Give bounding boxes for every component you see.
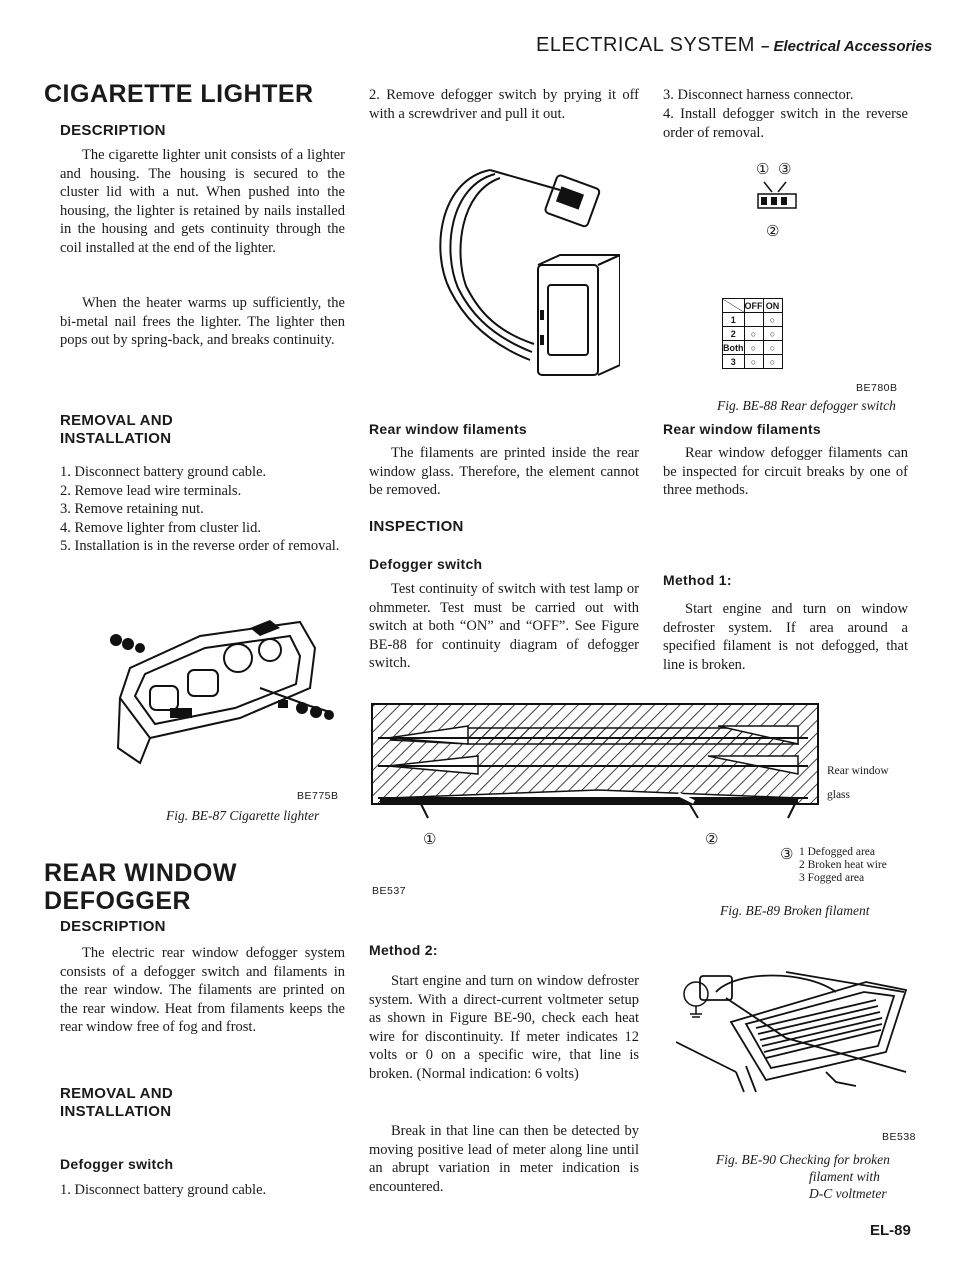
heading-method-1: Method 1: bbox=[663, 572, 732, 588]
fig89-code: BE537 bbox=[372, 885, 407, 897]
title-line-2: DEFOGGER bbox=[44, 887, 192, 915]
table-row-label: Both bbox=[723, 342, 744, 353]
fig90-code: BE538 bbox=[882, 1131, 917, 1143]
connector-label-2: ② bbox=[766, 224, 780, 240]
table-row-label: 2 bbox=[723, 327, 745, 341]
connector-label-3: ③ bbox=[778, 162, 792, 178]
removal-step-2: 2. Remove defogger switch by prying it off with a screwdriver and pull it out. bbox=[369, 87, 639, 122]
legend-item: 1 Defogged area bbox=[799, 846, 875, 858]
fig90-caption-line-2: filament with bbox=[809, 1169, 880, 1184]
voltmeter-check-illustration bbox=[676, 962, 926, 1094]
harness-connector-icon bbox=[752, 180, 804, 220]
continuity-mark: ○ bbox=[744, 327, 763, 341]
page-header bbox=[536, 34, 932, 57]
table-row-label: 3 bbox=[723, 355, 745, 369]
section-title-cigarette-lighter: CIGARETTE LIGHTER bbox=[44, 80, 314, 108]
fig89-marker-3: ③ bbox=[780, 847, 794, 863]
removal-step: 2. Remove lead wire terminals. bbox=[60, 482, 242, 499]
table-cell bbox=[744, 313, 763, 327]
legend-item: 3 Fogged area bbox=[799, 872, 865, 884]
removal-step-3: 3. Disconnect harness connector. bbox=[663, 87, 854, 103]
removal-step: 4. Remove lighter from cluster lid. bbox=[60, 519, 261, 536]
defogger-switch-illustration bbox=[420, 160, 620, 390]
table-row-label: 1 bbox=[723, 313, 745, 327]
removal-step: 1. Disconnect battery ground cable. bbox=[60, 464, 267, 480]
heading-method-2: Method 2: bbox=[369, 942, 438, 958]
header-title: ELECTRICAL SYSTEM bbox=[536, 34, 755, 56]
method2-text-1: Start engine and turn on window defroster system. With a direct-current voltmeter setup as shown in Figure BE-90, check each heat wire for discontinuity. If meter indicates 12 volts or 0 on a specific wire, that line is broken. (Normal indication: 6 volts) bbox=[369, 973, 639, 1082]
removal-step-4: 4. Install defogger switch in the reverse order of removal. bbox=[663, 106, 908, 141]
cigarette-description-p2: When the heater warms up sufficiently, the bi-metal nail frees the lighter. The lighter then pops out by spring-back, and breaks continuity. bbox=[60, 295, 345, 348]
page-number: EL-89 bbox=[870, 1222, 911, 1239]
fig88-caption: Fig. BE-88 Rear defogger switch bbox=[717, 398, 896, 413]
heading-removal-installation-1 bbox=[60, 412, 173, 448]
fig88-code: BE780B bbox=[856, 382, 898, 394]
rear-filaments-text-1: The filaments are printed inside the rear window glass. Therefore, the element cannot be removed. bbox=[369, 445, 639, 498]
fig89-legend bbox=[799, 846, 887, 885]
fig90-caption bbox=[716, 1151, 890, 1202]
fig87-caption: Fig. BE-87 Cigarette lighter bbox=[166, 808, 320, 823]
connector-label-1: ① bbox=[756, 162, 770, 178]
section-title-rear-window-defogger bbox=[44, 859, 237, 915]
heading-description: DESCRIPTION bbox=[60, 122, 166, 139]
removal-steps-list bbox=[60, 463, 345, 556]
continuity-mark: ○ bbox=[763, 355, 782, 369]
heading-defogger-switch-1: Defogger switch bbox=[60, 1156, 174, 1172]
continuity-mark: ○ bbox=[763, 327, 782, 341]
defogger-description: The electric rear window defogger system consists of a defogger switch and filaments in the rear window. The filaments are printed on the rear window. Heat from filaments keeps the rear window free of fog and frost. bbox=[60, 945, 345, 1035]
removal-step: 5. Installation is in the reverse order of removal. bbox=[60, 538, 340, 554]
fig87-code: BE775B bbox=[297, 790, 339, 802]
heading-line-1: REMOVAL AND bbox=[60, 1085, 174, 1102]
method2-text-2: Break in that line can then be detected by moving positive lead of meter along line until an abrupt variation in meter indication is encountered. bbox=[369, 1123, 639, 1195]
heading-removal-installation-2 bbox=[60, 1085, 173, 1121]
defogger-switch-test-text: Test continuity of switch with test lamp or ohmmeter. Test must be carried out with switch at both “ON” and “OFF”. See Figure BE-88 for continuity diagram of defogger switch. bbox=[369, 581, 639, 671]
heading-rear-window-filaments-1: Rear window filaments bbox=[369, 421, 527, 437]
cigarette-lighter-illustration bbox=[110, 608, 340, 768]
heading-line-1: REMOVAL AND bbox=[60, 412, 174, 429]
table-corner-cell bbox=[723, 299, 745, 313]
defogger-step-1: 1. Disconnect battery ground cable. bbox=[60, 1182, 267, 1198]
legend-item: 2 Broken heat wire bbox=[799, 859, 887, 871]
continuity-mark: ○ bbox=[744, 355, 763, 369]
continuity-mark: ○ bbox=[763, 313, 782, 327]
glass-label-line-2: glass bbox=[827, 789, 850, 801]
continuity-mark: ○ bbox=[744, 341, 763, 355]
heading-inspection: INSPECTION bbox=[369, 518, 464, 535]
table-header-on: ON bbox=[763, 299, 782, 313]
rear-filaments-text-2: Rear window defogger filaments can be inspected for circuit breaks by one of three methods. bbox=[663, 445, 908, 498]
method1-text: Start engine and turn on window defroster system. If area around a specified filament is not defogged, that line is broken. bbox=[663, 601, 908, 673]
heading-line-2: INSTALLATION bbox=[60, 1103, 172, 1120]
heading-rear-window-filaments-2: Rear window filaments bbox=[663, 421, 821, 437]
fig89-marker-2: ② bbox=[705, 832, 719, 848]
fig90-caption-line-1: Fig. BE-90 Checking for broken bbox=[716, 1152, 890, 1167]
title-line-1: REAR WINDOW bbox=[44, 859, 237, 887]
heading-description-2: DESCRIPTION bbox=[60, 918, 166, 935]
heading-defogger-switch-2: Defogger switch bbox=[369, 556, 483, 572]
fig89-caption: Fig. BE-89 Broken filament bbox=[720, 903, 870, 918]
header-subtitle: – Electrical Accessories bbox=[760, 38, 933, 55]
fig89-marker-1: ① bbox=[423, 832, 437, 848]
switch-continuity-table bbox=[722, 298, 783, 369]
removal-step: 3. Remove retaining nut. bbox=[60, 501, 204, 517]
fig90-caption-line-3: D-C voltmeter bbox=[809, 1186, 887, 1201]
continuity-mark: ○ bbox=[763, 341, 782, 355]
table-header-off: OFF bbox=[744, 300, 763, 311]
glass-label-line-1: Rear window bbox=[827, 765, 889, 777]
cigarette-description-p1: The cigarette lighter unit consists of a lighter and housing. The housing is secured to the cluster lid with a nut. When pushed into the housing, the lighter is retained by nails installed in the housing and gets continuity through the coil installed at the end of the lighter. bbox=[60, 147, 345, 256]
glass-label bbox=[827, 765, 889, 802]
heading-line-2: INSTALLATION bbox=[60, 430, 172, 447]
